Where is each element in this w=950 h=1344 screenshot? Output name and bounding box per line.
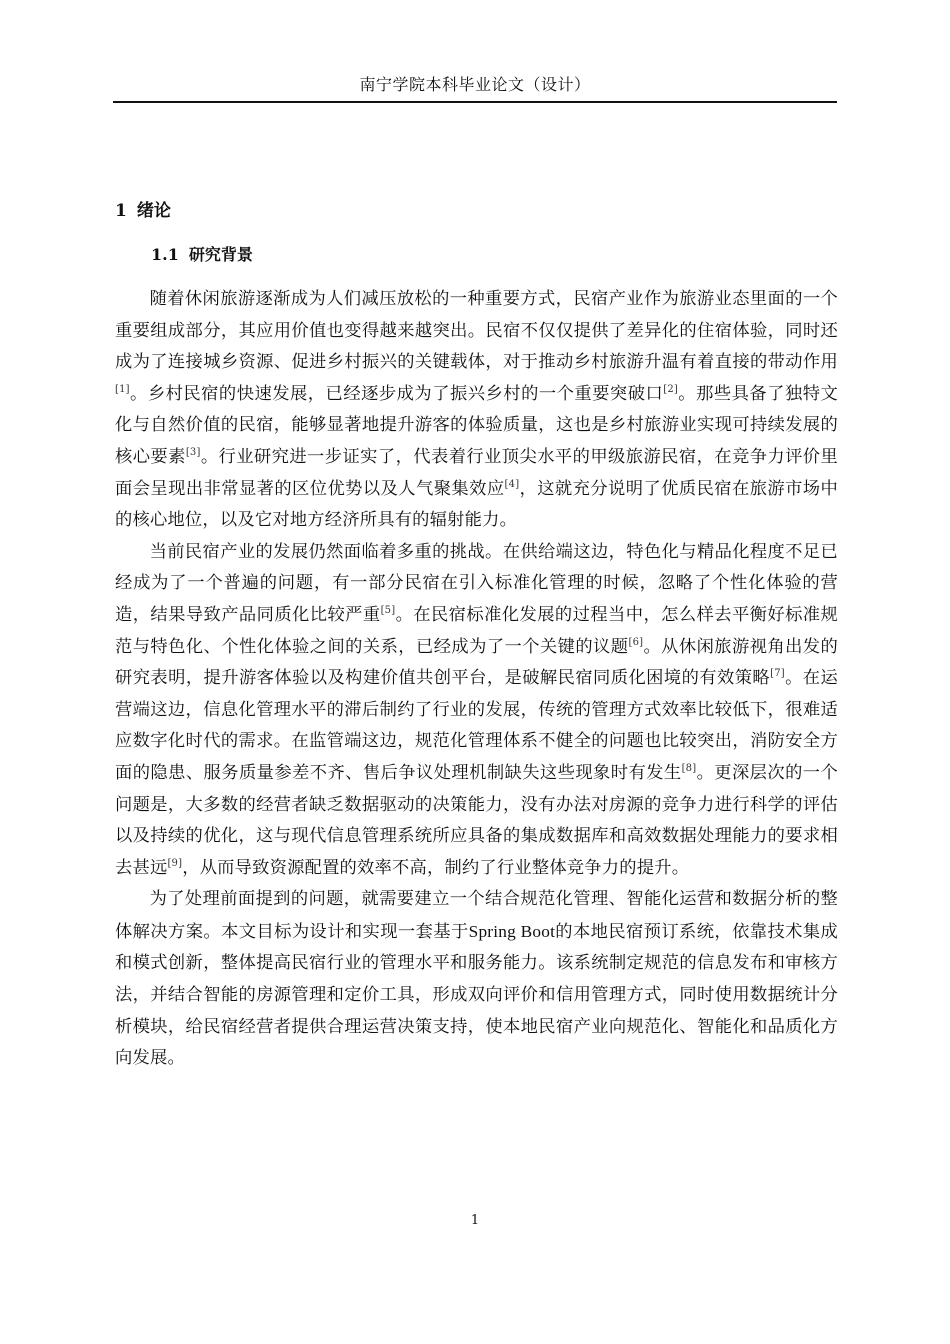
latin-term: Spring Boot [468, 921, 556, 941]
paragraph-text: 随着休闲旅游逐渐成为人们减压放松的一种重要方式，民宿产业作为旅游业态里面的一个重要组成部分，其应用价值也变得越来越突出。民宿不仅仅提供了差异化的住宿体验，同时还成为了连接城乡资源、促进乡村振兴的关键载体，对于推动乡村旅游升温有着直接的带动作用 [115, 289, 838, 373]
citation-marker: [8] [681, 762, 697, 774]
paragraph-text: 。乡村民宿的快速发展，已经逐步成为了振兴乡村的一个重要突破口 [129, 383, 664, 404]
chapter-number: 1 [115, 201, 127, 221]
page-number [0, 1211, 950, 1231]
paragraph-text: 。从休闲旅游视角出发的研究表明，提升游客体验以及构建价值共创平台，是破解民宿同质化困境的有效策略 [115, 636, 838, 689]
citation-marker: [1] [115, 383, 130, 395]
paragraph-text: ，这就充分说明了优质民宿在旅游市场中的核心地位，以及它对地方经济所具有的辐射能力。 [115, 478, 838, 531]
section-number: 1.1 [151, 245, 179, 264]
chapter-heading [115, 197, 171, 225]
paragraph-text: 当前民宿产业的发展仍然面临着多重的挑战。在供给端这边，特色化与精品化程度不足已经成为了一个普遍的问题，有一部分民宿在引入标准化管理的时候，忽略了个性化体验的营造，结果导致产品同质化比较严重 [115, 541, 838, 625]
paragraph-text: 为了处理前面提到的问题，就需要建立一个结合规范化管理、智能化运营和数据分析的整体解决方案。本文目标为设计和实现一套基于 [115, 889, 838, 942]
header-rule [113, 101, 837, 103]
citation-marker: [4] [504, 478, 520, 490]
paragraph-text: ，从而导致资源配置的效率不高，制约了行业整体竞争力的提升。 [182, 857, 690, 878]
running-header-title: 南宁学院本科毕业论文（设计） [359, 75, 591, 94]
body-text [115, 284, 838, 1075]
paragraph-text: 。更深层次的一个问题是，大多数的经营者缺乏数据驱动的决策能力，没有办法对房源的竞争力进行科学的评估以及持续的优化，这与现代信息管理系统所应具备的集成数据库和高效数据处理能力的要求相去甚远 [115, 762, 838, 878]
body-paragraph [115, 537, 838, 885]
paragraph-text: 的本地民宿预订系统，依靠技术集成和模式创新，整体提高民宿行业的管理水平和服务能力。该系统制定规范的信息发布和审核方法，并结合智能的房源管理和定价工具，形成双向评价和信用管理方式，同时使用数据统计分析模块，给民宿经营者提供合理运营决策支持，使本地民宿产业向规范化、智能化和品质化方向发展。 [115, 921, 838, 1069]
citation-marker: [5] [380, 604, 396, 616]
chapter-title: 绪论 [136, 201, 171, 221]
section-heading [151, 241, 253, 269]
citation-marker: [3] [185, 446, 201, 458]
citation-marker: [2] [663, 383, 679, 395]
page-number-value: 1 [470, 1213, 480, 1228]
paragraph-text: 。在运营端这边，信息化管理水平的滞后制约了行业的发展，传统的管理方式效率比较低下，很难适应数字化时代的需求。在监管端这边，规范化管理体系不健全的问题也比较突出，消防安全方面的隐患、服务质量参差不齐、售后争议处理机制缺失这些现象时有发生 [115, 668, 838, 783]
body-paragraph [115, 284, 838, 537]
paragraph-text: 。在民宿标准化发展的过程当中，怎么样去平衡好标准规范与特色化、个性化体验之间的关系，已经成为了一个关键的议题 [115, 604, 838, 657]
running-header [113, 72, 837, 98]
body-paragraph [115, 884, 838, 1075]
citation-marker: [9] [167, 857, 183, 869]
paragraph-text: 。行业研究进一步证实了，代表着行业顶尖水平的甲级旅游民宿，在竞争力评价里面会呈现出非常显著的区位优势以及人气聚集效应 [115, 446, 838, 499]
paragraph-text: 。那些具备了独特文化与自然价值的民宿，能够显著地提升游客的体验质量，这也是乡村旅游业实现可持续发展的核心要素 [115, 383, 838, 467]
citation-marker: [7] [770, 668, 785, 680]
section-title: 研究背景 [188, 245, 253, 264]
citation-marker: [6] [628, 636, 644, 648]
